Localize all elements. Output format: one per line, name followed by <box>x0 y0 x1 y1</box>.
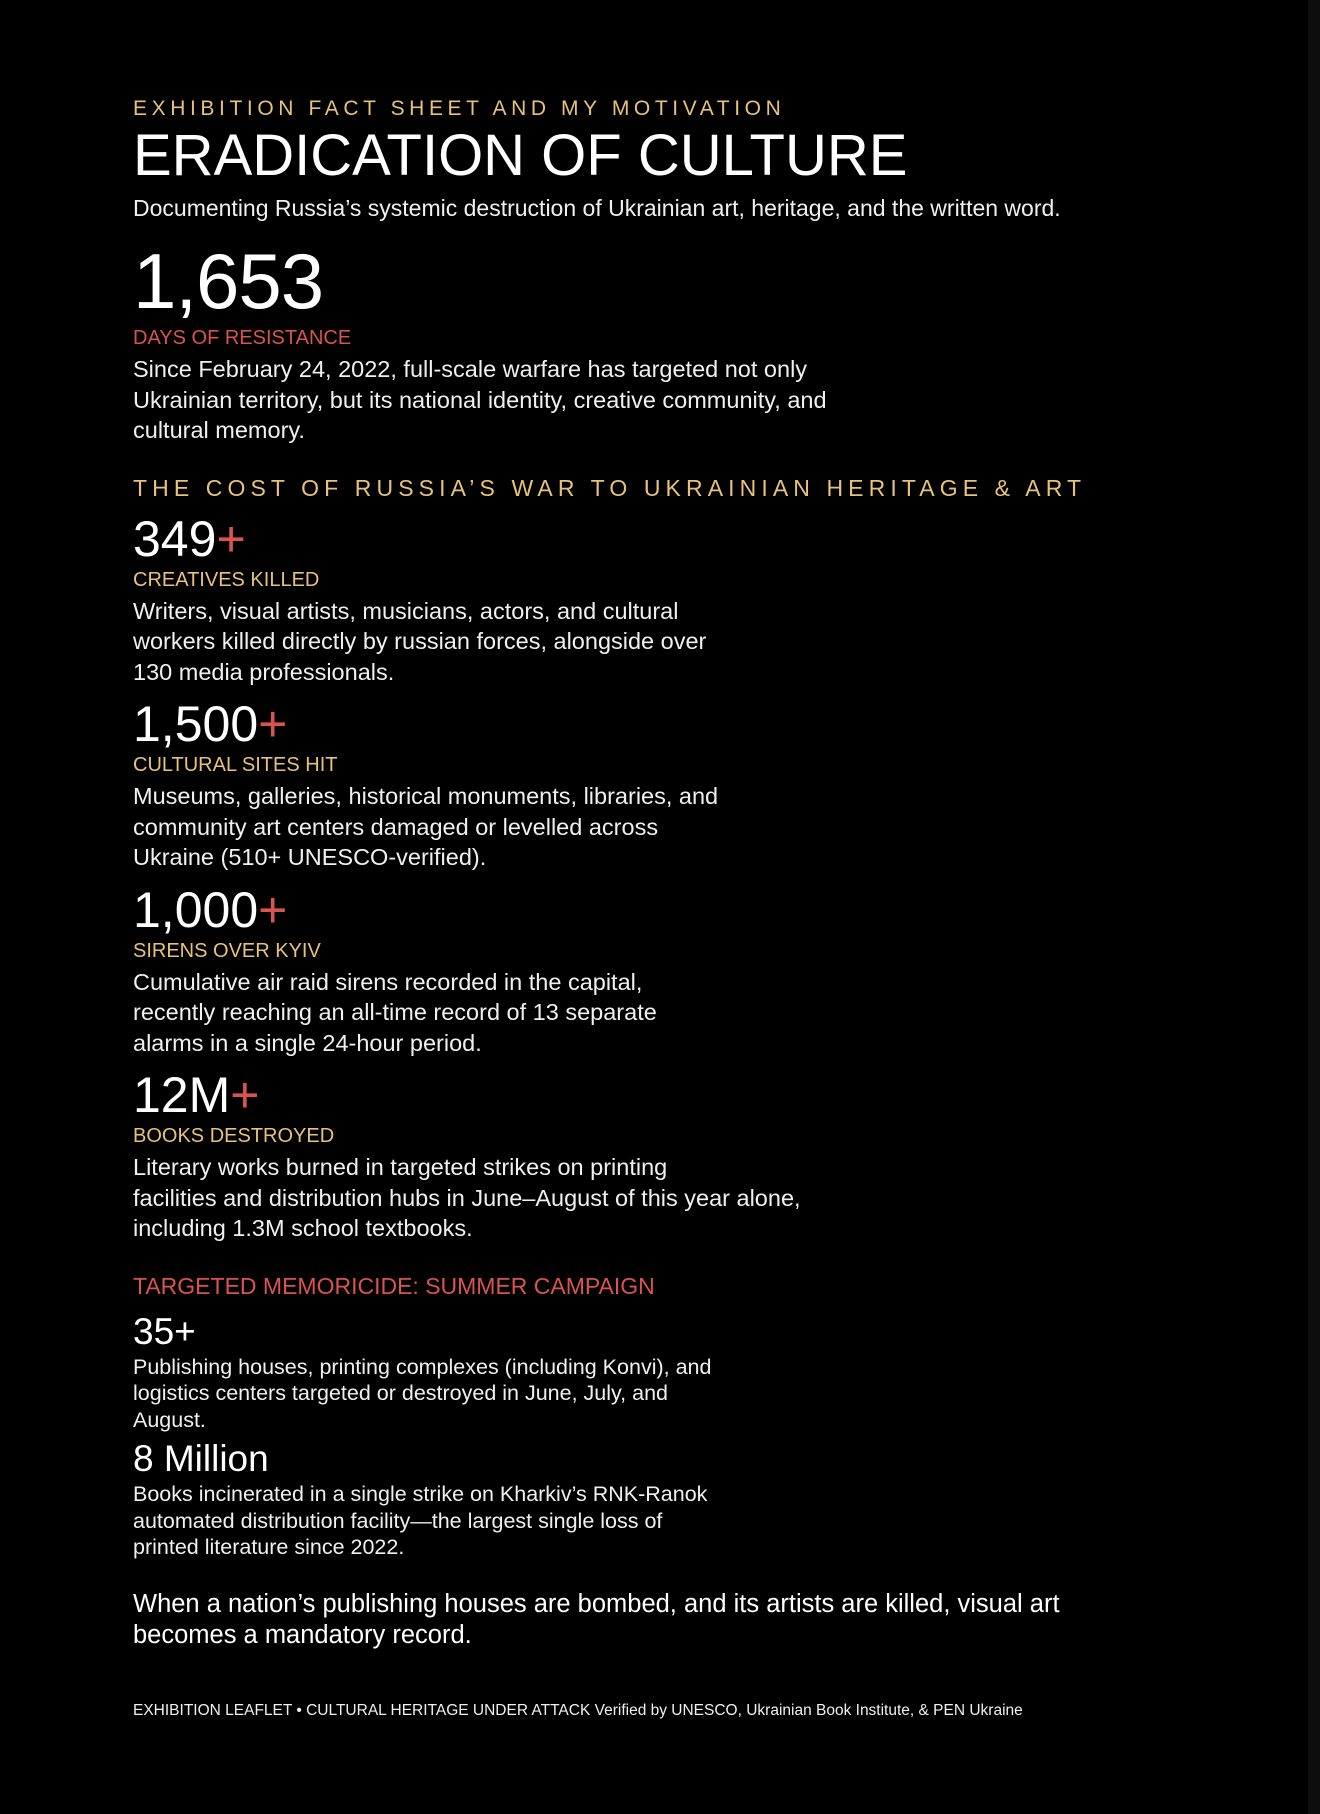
plus-sign: + <box>216 510 246 567</box>
stat-label: BOOKS DESTROYED <box>133 1125 335 1147</box>
closing-statement: When a nation’s publishing houses are bombed, and its artists are killed, visual art becomes a mandatory record. <box>133 1589 1060 1649</box>
stat-label: SIRENS OVER KYIV <box>133 939 321 962</box>
campaign-description: Publishing houses, printing complexes (including Konvi), and logistics centers targeted or destroyed in June, July, and August. <box>133 1354 712 1432</box>
page-edge <box>1308 0 1320 1814</box>
plus-sign: + <box>258 696 288 752</box>
hero-number: 1,653 <box>133 237 324 325</box>
fact-sheet <box>133 96 1203 1721</box>
stat-label: CULTURAL SITES HIT <box>133 754 338 776</box>
stat-creatives-killed <box>133 512 1203 688</box>
stat-number: 1,000+ <box>133 881 288 938</box>
hero-label: DAYS OF RESISTANCE <box>133 327 352 349</box>
campaign-item-books <box>133 1439 1203 1561</box>
stat-cultural-sites-hit <box>133 697 1203 873</box>
campaign-number: 35+ <box>133 1310 196 1352</box>
stat-sirens-over-kyiv <box>133 883 1203 1059</box>
plus-sign: + <box>230 1067 260 1123</box>
subtitle: Documenting Russia’s systemic destruction of Ukrainian art, heritage, and the written word. <box>133 195 1061 221</box>
stat-number: 12M+ <box>133 1067 260 1123</box>
stat-number: 349+ <box>133 510 246 567</box>
stat-number: 1,500+ <box>133 696 288 752</box>
campaign-number: 8 Million <box>133 1438 269 1479</box>
campaign-description: Books incinerated in a single strike on Kharkiv’s RNK-Ranok automated distribution facility—the largest single loss of printed literature since 2022. <box>133 1482 708 1559</box>
stat-description: Cumulative air raid sirens recorded in the capital, recently reaching an all-time record of 13 separate alarms in a single 24-hour period. <box>133 968 657 1056</box>
campaign-item-publishing <box>133 1312 1203 1434</box>
hero-text: Since February 24, 2022, full-scale warfare has targeted not only Ukrainian territory, but its national identity, creative community, and cultural memory. <box>133 356 827 443</box>
stat-description: Literary works burned in targeted strikes on printing facilities and distribution hubs in June–August of this year alone, including 1.3M school textbooks. <box>133 1154 801 1241</box>
kicker: EXHIBITION FACT SHEET AND MY MOTIVATION <box>133 97 786 120</box>
stat-description: Writers, visual artists, musicians, actors, and cultural workers killed directly by russian forces, alongside over 130 media professionals. <box>133 597 707 685</box>
plus-sign: + <box>258 881 288 938</box>
page-title: ERADICATION OF CULTURE <box>133 123 908 188</box>
campaign-heading: TARGETED MEMORICIDE: SUMMER CAMPAIGN <box>133 1272 655 1299</box>
stat-books-destroyed <box>133 1068 1203 1244</box>
cost-section-heading: THE COST OF RUSSIA’S WAR TO UKRAINIAN HERITAGE & ART <box>133 474 1087 501</box>
stat-label: CREATIVES KILLED <box>133 568 320 591</box>
footer: EXHIBITION LEAFLET • CULTURAL HERITAGE UNDER ATTACK Verified by UNESCO, Ukrainian Book Institute, & PEN Ukraine <box>133 1701 1023 1719</box>
stat-description: Museums, galleries, historical monuments, libraries, and community art centers damaged or levelled across Ukraine (510+ UNESCO-verified). <box>133 783 719 870</box>
